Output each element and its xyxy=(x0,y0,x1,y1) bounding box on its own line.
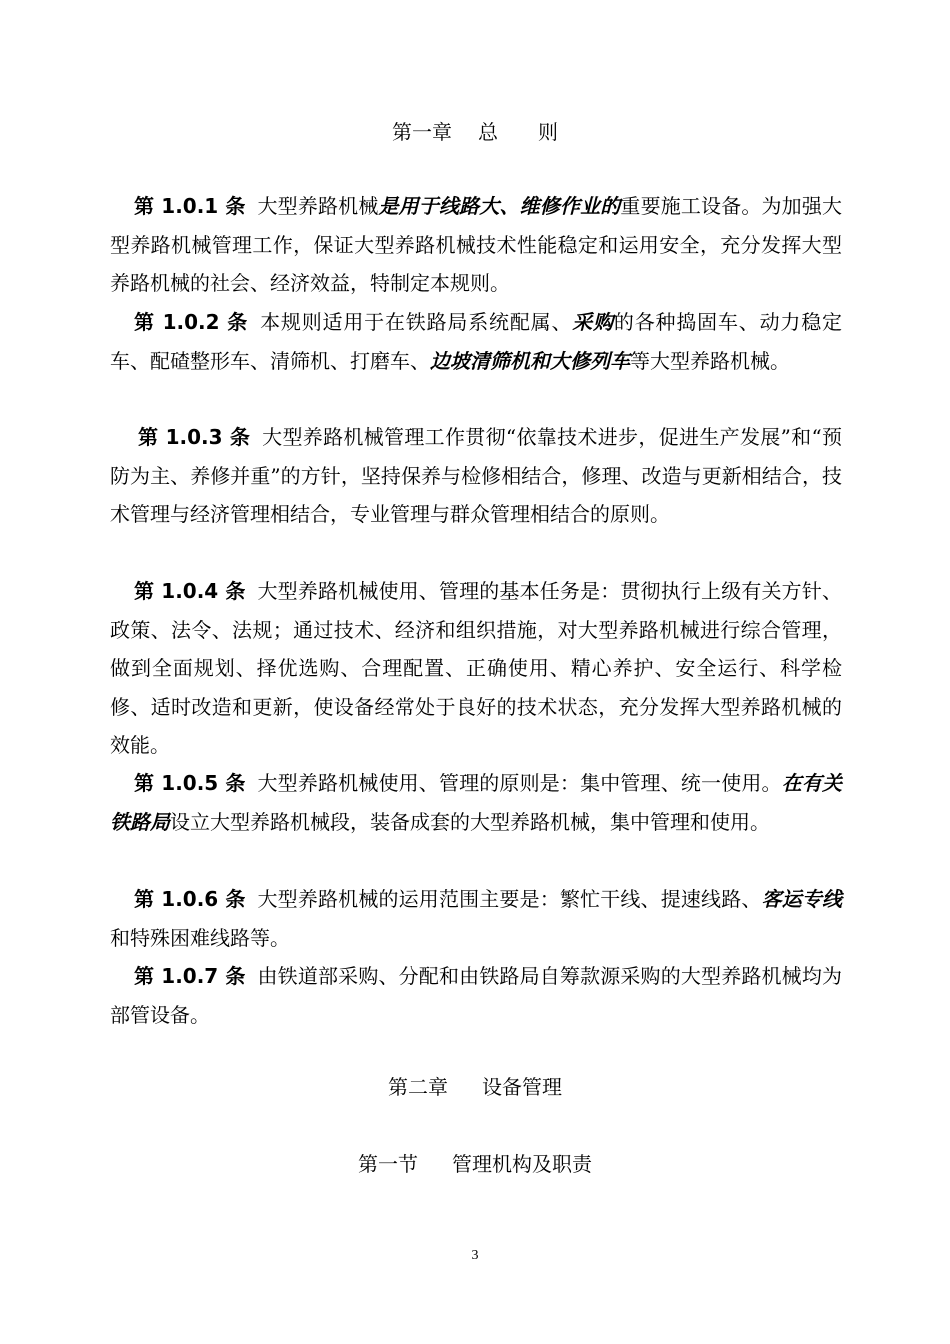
article-text: 等大型养路机械。 xyxy=(630,348,790,373)
chapter-1-label: 第一章 xyxy=(392,120,452,144)
article-1-0-5 xyxy=(110,764,842,841)
emphasized-text: 是用于线路大、维修作业的 xyxy=(378,194,621,218)
article-1-0-1 xyxy=(110,187,842,303)
article-text: 大型养路机械使用、管理的基本任务是：贯彻执行上级有关方针、政策、法令、法规；通过技术、经济和组织措施，对大型养路机械进行综合管理，做到全面规划、择优选购、合理配置、正确使用、精心养护、安全运行、科学检修、适时改造和更新，使设备经常处于良好的技术状态，充分发挥大型养路机械的效能。 xyxy=(110,579,842,757)
article-number: 第 1.0.5 条 xyxy=(134,771,246,795)
article-number: 第 1.0.7 条 xyxy=(134,964,246,988)
article-text: 大型养路机械使用、管理的原则是：集中管理、统一使用。 xyxy=(257,771,782,795)
article-text: 的各种捣固车、动力稳定车、配碴整形车、清筛机、打磨车、 xyxy=(110,310,843,373)
chapter-1-title: 总 则 xyxy=(478,120,558,144)
article-1-0-2 xyxy=(110,303,842,380)
chapter-2-label: 第二章 xyxy=(388,1075,448,1099)
article-text: 和特殊困难线路等。 xyxy=(110,925,290,950)
article-1-0-4 xyxy=(110,572,842,765)
article-text: 大型养路机械管理工作贯彻“依靠技术进步，促进生产发展”和“预防为主、养修并重”的方针，坚持保养与检修相结合，修理、改造与更新相结合，技术管理与经济管理相结合，专业管理与群众管理相结合的原则。 xyxy=(110,425,842,526)
article-1-0-7 xyxy=(110,957,842,1034)
article-number: 第 1.0.4 条 xyxy=(134,579,246,603)
article-number: 第 1.0.2 条 xyxy=(134,310,249,334)
chapter-1-heading xyxy=(0,116,950,145)
article-text: 由铁道部采购、分配和由铁路局自筹款源采购的大型养路机械均为部管设备。 xyxy=(110,964,842,1027)
article-text: 大型养路机械 xyxy=(257,194,379,218)
chapter-2-heading xyxy=(0,1071,950,1100)
section-1-title: 管理机构及职责 xyxy=(452,1152,592,1176)
article-number: 第 1.0.6 条 xyxy=(134,887,246,911)
article-1-0-6 xyxy=(110,880,842,957)
article-number: 第 1.0.3 条 xyxy=(138,425,251,449)
article-number: 第 1.0.1 条 xyxy=(134,194,246,218)
article-1-0-3 xyxy=(110,418,842,534)
section-1-heading xyxy=(0,1148,950,1177)
emphasized-text: 边坡清筛机和大修列车 xyxy=(430,348,630,373)
emphasized-text: 客运专线 xyxy=(761,887,843,911)
emphasized-text: 采购 xyxy=(572,310,614,334)
emphasized-text: 在有关铁路局 xyxy=(110,771,843,834)
chapter-2-title: 设备管理 xyxy=(482,1075,562,1099)
page-number: 3 xyxy=(471,1248,479,1263)
section-1-label: 第一节 xyxy=(358,1152,418,1176)
article-text: 重要施工设备。为加强大型养路机械管理工作，保证大型养路机械技术性能稳定和运用安全，充分发挥大型养路机械的社会、经济效益，特制定本规则。 xyxy=(110,194,843,295)
article-text: 大型养路机械的运用范围主要是：繁忙干线、提速线路、 xyxy=(257,887,762,911)
article-text: 设立大型养路机械段，装备成套的大型养路机械，集中管理和使用。 xyxy=(170,809,770,834)
article-text: 本规则适用于在铁路局系统配属、 xyxy=(260,310,573,334)
